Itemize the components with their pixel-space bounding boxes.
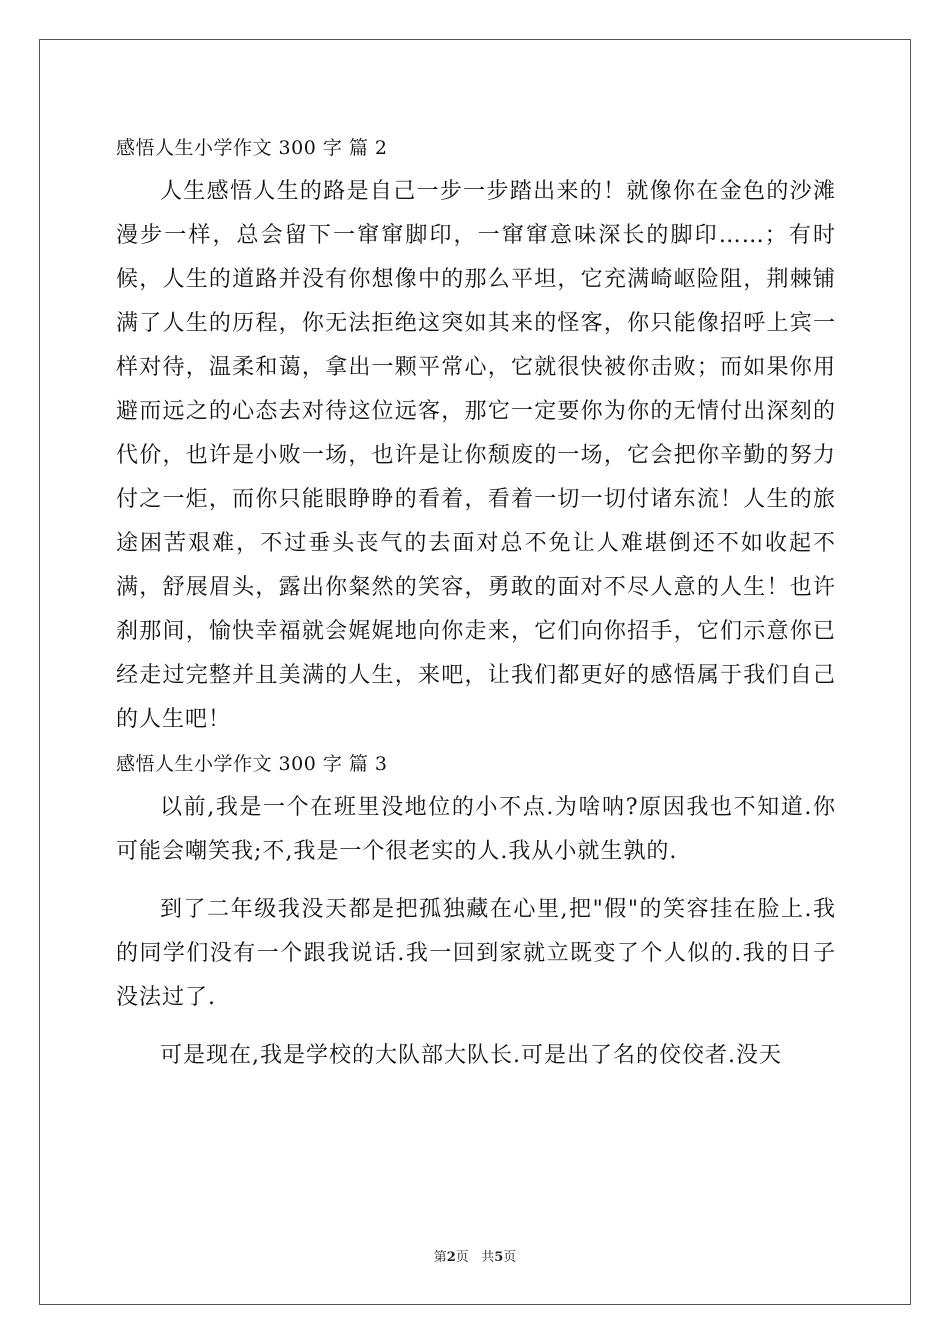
section-heading-3: 感悟人生小学作文 300 字 篇 3 [116, 753, 388, 775]
page-footer [0, 1246, 950, 1265]
paragraph: 到了二年级我没天都是把孤独藏在心里,把"假"的笑容挂在脸上.我的同学们没有一个跟我说话.我一回到家就立既变了个人似的.我的日子没法过了. [116, 897, 836, 1010]
total-page-number: 5 [494, 1250, 504, 1265]
page-suffix: 页 [455, 1250, 469, 1265]
paragraph: 以前,我是一个在班里没地位的小不点.为啥呐?原因我也不知道.你可能会嘲笑我;不,我是一个很老实的人.我从小就生孰的. [116, 795, 836, 864]
document-body [116, 126, 836, 1078]
current-page-number: 2 [446, 1250, 456, 1265]
total-suffix: 页 [503, 1250, 517, 1265]
paragraph: 可是现在,我是学校的大队部大队长.可是出了名的佼佼者.没天 [160, 1043, 782, 1068]
section-heading-2: 感悟人生小学作文 300 字 篇 2 [116, 137, 388, 159]
page-prefix: 第 [433, 1250, 447, 1265]
total-prefix: 共 [481, 1250, 495, 1265]
paragraph: 人生感悟人生的路是自己一步一步踏出来的！就像你在金色的沙滩漫步一样，总会留下一窜窜脚印，一窜窜意味深长的脚印……；有时候，人生的道路并没有你想像中的那么平坦，它充满崎岖险阻，荆棘铺满了人生的历程，你无法拒绝这突如其来的怪客，你只能像招呼上宾一样对待，温柔和蔼，拿出一颗平常心，它就很快被你击败；而如果你用避而远之的心态去对待这位远客，那它一定要你为你的无情付出深刻的代价，也许是小败一场，也许是让你颓废的一场，它会把你辛勤的努力付之一炬，而你只能眼睁睁的看着，看着一切一切付诸东流！人生的旅途困苦艰难，不过垂头丧气的去面对总不免让人难堪倒还不如收起不满，舒展眉头，露出你粲然的笑容，勇敢的面对不尽人意的人生！也许刹那间，愉快幸福就会娓娓地向你走来，它们向你招手，它们示意你已经走过完整并且美满的人生，来吧，让我们都更好的感悟属于我们自己的人生吧！ [116, 179, 836, 732]
